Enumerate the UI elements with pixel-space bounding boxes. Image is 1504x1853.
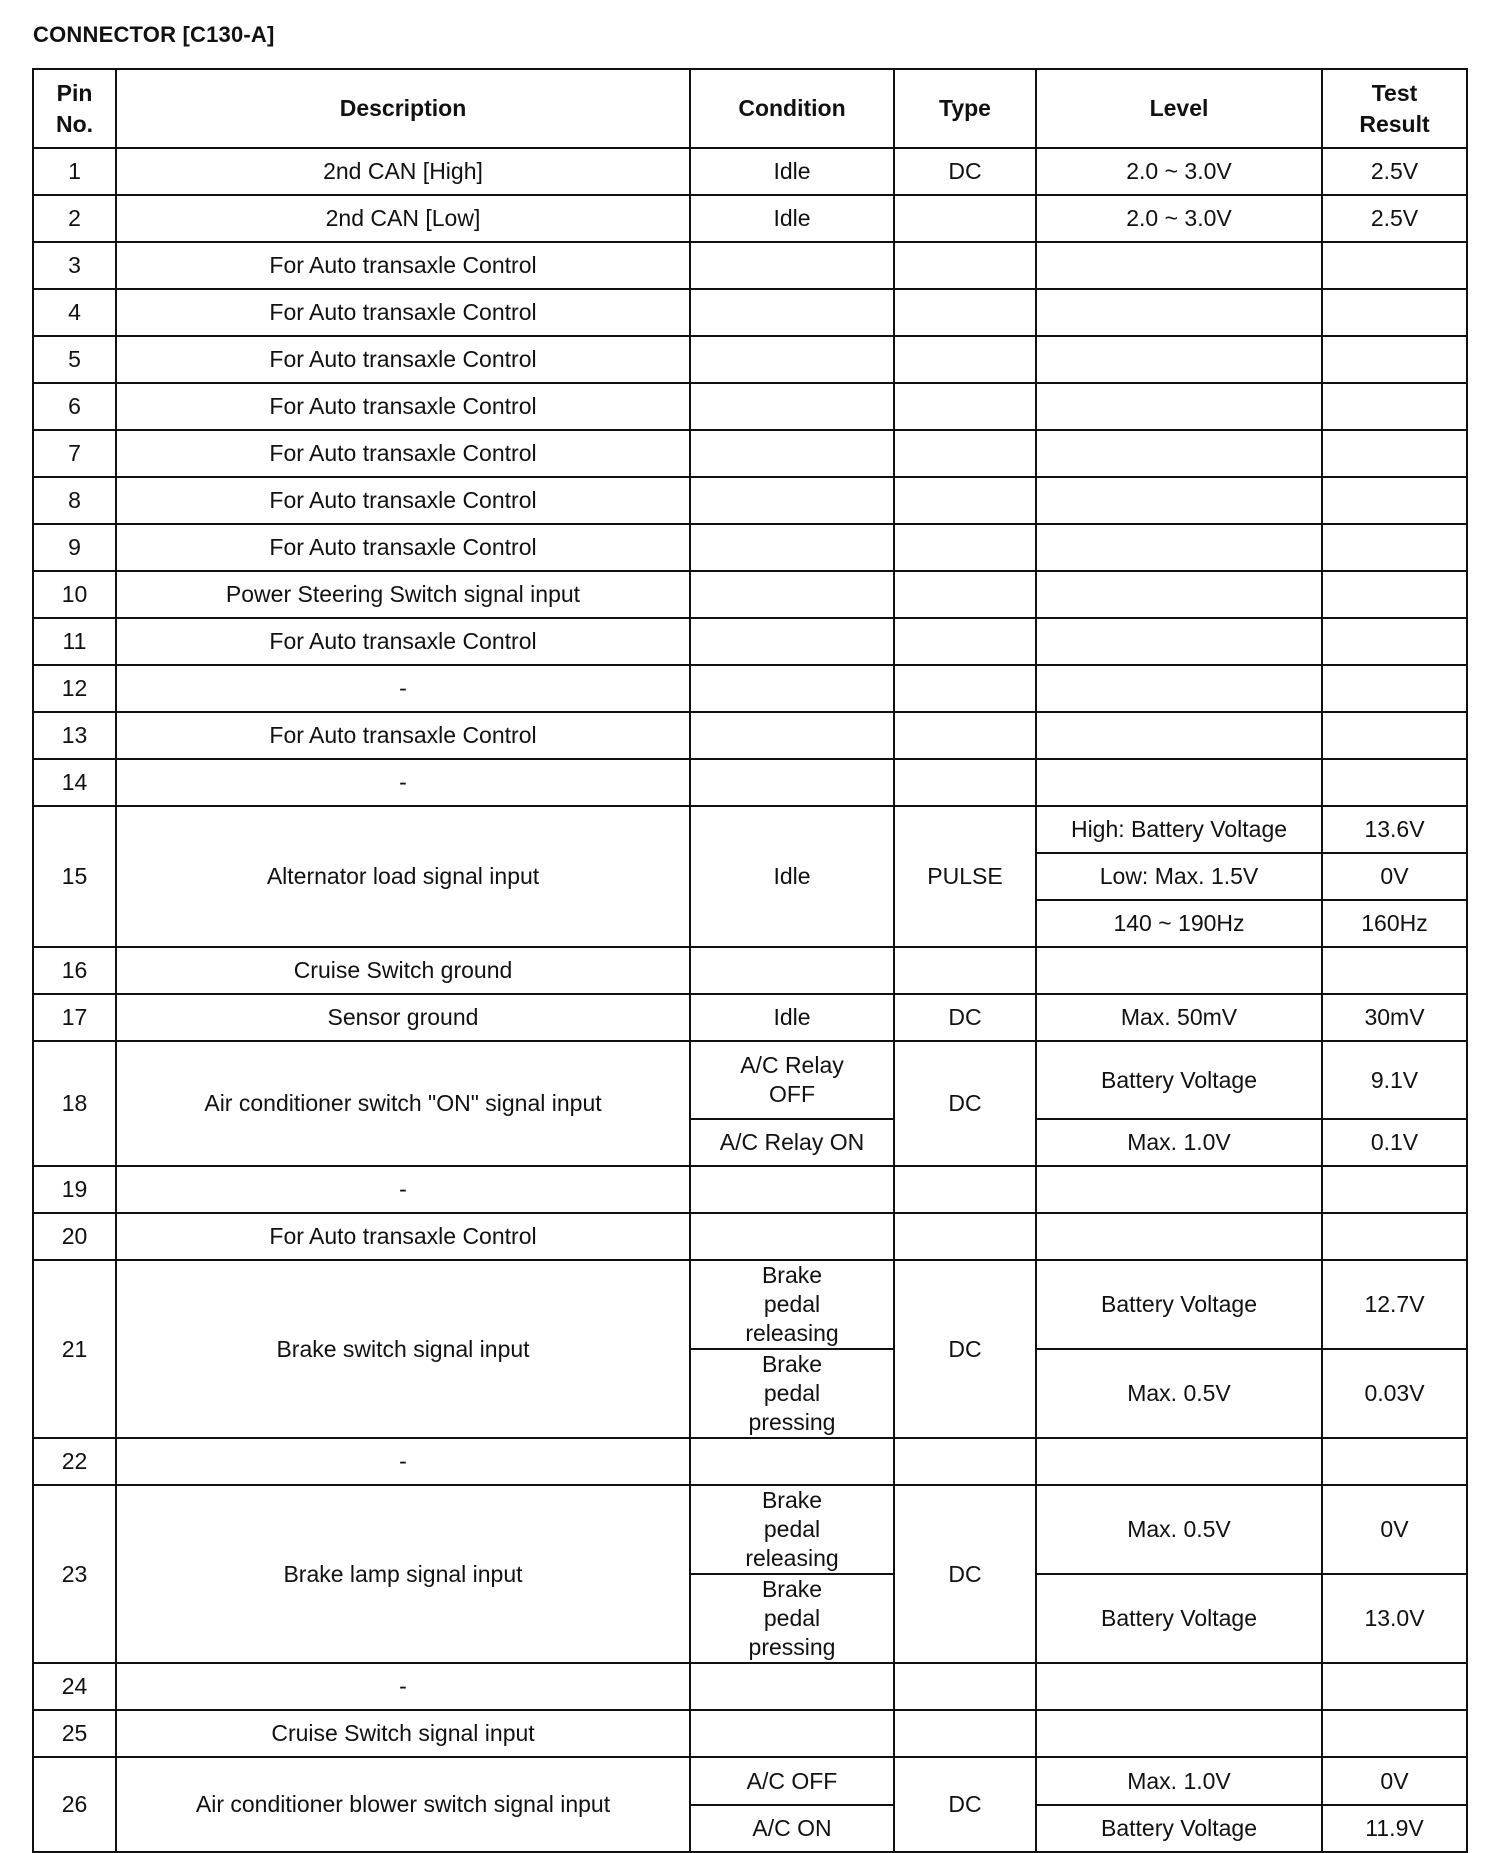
pin-number: 16 [33, 947, 116, 994]
pin-test-result [1322, 1166, 1467, 1213]
pin-type [894, 242, 1036, 289]
pin-level [1036, 383, 1322, 430]
table-row [33, 1260, 1467, 1349]
pin-test-result: 30mV [1322, 994, 1467, 1041]
pin-condition: Idle [690, 806, 894, 947]
header-pin-line2: No. [55, 110, 94, 137]
header-description: Description [116, 69, 690, 148]
pin-type: DC [894, 1041, 1036, 1166]
pin-test-result [1322, 1438, 1467, 1485]
pin-type: DC [894, 1260, 1036, 1438]
pin-number: 7 [33, 430, 116, 477]
table-header-row [33, 69, 1467, 148]
pin-level [1036, 618, 1322, 665]
table-row [33, 806, 1467, 853]
connector-title: CONNECTOR [C130-A] [33, 22, 275, 47]
table-row [33, 383, 1467, 430]
header-result-line2: Result [1359, 110, 1430, 137]
pin-type: DC [894, 148, 1036, 195]
pin-number: 15 [33, 806, 116, 947]
pin-condition: Idle [690, 195, 894, 242]
pin-type [894, 571, 1036, 618]
pin-level [1036, 524, 1322, 571]
table-row [33, 1438, 1467, 1485]
pin-condition [690, 430, 894, 477]
table-row [33, 1485, 1467, 1574]
table-row [33, 477, 1467, 524]
pin-number: 13 [33, 712, 116, 759]
pin-type [894, 1438, 1036, 1485]
pin-description: For Auto transaxle Control [116, 289, 690, 336]
pin-level: Max. 0.5V [1036, 1485, 1322, 1574]
table-row [33, 665, 1467, 712]
pin-test-result: 0V [1322, 1485, 1467, 1574]
pin-condition: A/C ON [690, 1805, 894, 1852]
pin-description: - [116, 665, 690, 712]
pin-number: 17 [33, 994, 116, 1041]
table-row [33, 336, 1467, 383]
pin-condition: Brake pedal pressing [690, 1349, 894, 1438]
table-row [33, 759, 1467, 806]
pin-test-result [1322, 1213, 1467, 1260]
pin-condition: Idle [690, 994, 894, 1041]
pin-type: DC [894, 1757, 1036, 1852]
pin-number: 19 [33, 1166, 116, 1213]
pin-number: 24 [33, 1663, 116, 1710]
pin-test-result: 0.1V [1322, 1119, 1467, 1166]
pin-type [894, 759, 1036, 806]
pin-number: 23 [33, 1485, 116, 1663]
table-row [33, 618, 1467, 665]
header-level: Level [1036, 69, 1322, 148]
table-row [33, 1213, 1467, 1260]
pin-test-result [1322, 947, 1467, 994]
pin-condition [690, 336, 894, 383]
pin-level: Battery Voltage [1036, 1260, 1322, 1349]
pin-condition [690, 383, 894, 430]
pin-test-result [1322, 571, 1467, 618]
pin-test-result [1322, 1710, 1467, 1757]
pin-level: Battery Voltage [1036, 1574, 1322, 1663]
pin-description: - [116, 759, 690, 806]
table-row [33, 1710, 1467, 1757]
pin-test-result: 2.5V [1322, 195, 1467, 242]
pin-test-result [1322, 759, 1467, 806]
pin-type [894, 1166, 1036, 1213]
pin-type [894, 430, 1036, 477]
header-condition: Condition [690, 69, 894, 148]
pin-condition [690, 571, 894, 618]
pin-description: For Auto transaxle Control [116, 477, 690, 524]
pin-description: 2nd CAN [High] [116, 148, 690, 195]
pin-description: Air conditioner switch "ON" signal input [116, 1041, 690, 1166]
pin-level [1036, 1213, 1322, 1260]
pin-number: 22 [33, 1438, 116, 1485]
pin-type: DC [894, 994, 1036, 1041]
pin-test-result [1322, 665, 1467, 712]
pin-description: For Auto transaxle Control [116, 1213, 690, 1260]
pin-condition [690, 712, 894, 759]
pin-type [894, 1213, 1036, 1260]
pin-description: For Auto transaxle Control [116, 242, 690, 289]
header-pin-no [33, 69, 116, 148]
pin-level: Battery Voltage [1036, 1041, 1322, 1119]
pin-description: For Auto transaxle Control [116, 383, 690, 430]
pin-level [1036, 242, 1322, 289]
pin-test-result: 12.7V [1322, 1260, 1467, 1349]
pin-condition [690, 947, 894, 994]
table-row [33, 1757, 1467, 1805]
pin-description: For Auto transaxle Control [116, 618, 690, 665]
pin-test-result: 160Hz [1322, 900, 1467, 947]
pin-type [894, 1663, 1036, 1710]
pin-number: 5 [33, 336, 116, 383]
header-result-line1: Test [1371, 79, 1418, 106]
pin-type [894, 477, 1036, 524]
pin-description: Cruise Switch ground [116, 947, 690, 994]
pin-condition [690, 1213, 894, 1260]
pin-type [894, 712, 1036, 759]
pin-level [1036, 1710, 1322, 1757]
pin-level: Max. 0.5V [1036, 1349, 1322, 1438]
pin-condition [690, 242, 894, 289]
pin-level [1036, 430, 1322, 477]
pin-description: Brake switch signal input [116, 1260, 690, 1438]
pin-level [1036, 759, 1322, 806]
pin-type [894, 195, 1036, 242]
pin-description: For Auto transaxle Control [116, 524, 690, 571]
pin-level: Max. 50mV [1036, 994, 1322, 1041]
pin-number: 10 [33, 571, 116, 618]
pin-condition: A/C Relay OFF [690, 1041, 894, 1119]
header-test-result [1322, 69, 1467, 148]
pin-level: 2.0 ~ 3.0V [1036, 195, 1322, 242]
pin-type [894, 1710, 1036, 1757]
pin-type [894, 618, 1036, 665]
pin-level [1036, 665, 1322, 712]
pin-description: Power Steering Switch signal input [116, 571, 690, 618]
pin-condition: Brake pedal pressing [690, 1574, 894, 1663]
pin-description: - [116, 1663, 690, 1710]
table-row [33, 242, 1467, 289]
pin-condition [690, 524, 894, 571]
pin-description: Cruise Switch signal input [116, 1710, 690, 1757]
pin-number: 12 [33, 665, 116, 712]
pin-level [1036, 477, 1322, 524]
table-row [33, 1663, 1467, 1710]
table-row [33, 148, 1467, 195]
pin-type [894, 947, 1036, 994]
pin-type [894, 665, 1036, 712]
pin-condition: A/C Relay ON [690, 1119, 894, 1166]
pin-test-result: 13.0V [1322, 1574, 1467, 1663]
pin-type [894, 524, 1036, 571]
table-row [33, 947, 1467, 994]
pin-condition: Idle [690, 148, 894, 195]
pin-type [894, 289, 1036, 336]
pin-description: For Auto transaxle Control [116, 712, 690, 759]
pin-level [1036, 571, 1322, 618]
pin-test-result: 13.6V [1322, 806, 1467, 853]
header-type: Type [894, 69, 1036, 148]
pin-condition [690, 1166, 894, 1213]
pin-level: Battery Voltage [1036, 1805, 1322, 1852]
pin-condition [690, 289, 894, 336]
pin-level: Low: Max. 1.5V [1036, 853, 1322, 900]
table-row [33, 289, 1467, 336]
pin-test-result: 2.5V [1322, 148, 1467, 195]
pin-level [1036, 947, 1322, 994]
pin-test-result [1322, 289, 1467, 336]
header-pin-line1: Pin [56, 79, 93, 106]
pin-description: Brake lamp signal input [116, 1485, 690, 1663]
pin-test-result [1322, 336, 1467, 383]
pin-number: 3 [33, 242, 116, 289]
table-row [33, 712, 1467, 759]
pin-condition [690, 759, 894, 806]
pin-test-result [1322, 618, 1467, 665]
pin-level: 140 ~ 190Hz [1036, 900, 1322, 947]
pin-level [1036, 289, 1322, 336]
connector-pin-table [32, 68, 1468, 1853]
pin-number: 2 [33, 195, 116, 242]
pin-number: 11 [33, 618, 116, 665]
pin-test-result [1322, 477, 1467, 524]
pin-description: 2nd CAN [Low] [116, 195, 690, 242]
pin-test-result: 0.03V [1322, 1349, 1467, 1438]
pin-test-result [1322, 1663, 1467, 1710]
pin-type [894, 336, 1036, 383]
pin-test-result [1322, 430, 1467, 477]
pin-number: 14 [33, 759, 116, 806]
pin-number: 4 [33, 289, 116, 336]
pin-test-result [1322, 524, 1467, 571]
pin-condition [690, 477, 894, 524]
pin-number: 21 [33, 1260, 116, 1438]
table-row [33, 994, 1467, 1041]
pin-type [894, 383, 1036, 430]
pin-test-result: 11.9V [1322, 1805, 1467, 1852]
pin-condition: Brake pedal releasing [690, 1485, 894, 1574]
pin-description: Air conditioner blower switch signal input [116, 1757, 690, 1852]
pin-number: 26 [33, 1757, 116, 1852]
pin-number: 8 [33, 477, 116, 524]
pin-description: Sensor ground [116, 994, 690, 1041]
table-row [33, 430, 1467, 477]
pin-test-result [1322, 712, 1467, 759]
pin-number: 25 [33, 1710, 116, 1757]
pin-test-result: 0V [1322, 853, 1467, 900]
pin-level: Max. 1.0V [1036, 1119, 1322, 1166]
pin-condition [690, 1710, 894, 1757]
pin-level [1036, 336, 1322, 383]
table-row [33, 524, 1467, 571]
pin-condition [690, 665, 894, 712]
pin-description: - [116, 1166, 690, 1213]
pin-test-result [1322, 242, 1467, 289]
pin-type: PULSE [894, 806, 1036, 947]
pin-condition: Brake pedal releasing [690, 1260, 894, 1349]
pin-level: Max. 1.0V [1036, 1757, 1322, 1805]
table-row [33, 195, 1467, 242]
pin-level: High: Battery Voltage [1036, 806, 1322, 853]
pin-description: For Auto transaxle Control [116, 336, 690, 383]
table-row [33, 1041, 1467, 1119]
pin-description: For Auto transaxle Control [116, 430, 690, 477]
pin-number: 9 [33, 524, 116, 571]
pin-condition [690, 618, 894, 665]
pin-condition [690, 1438, 894, 1485]
pin-condition [690, 1663, 894, 1710]
pin-number: 18 [33, 1041, 116, 1166]
table-row [33, 571, 1467, 618]
pin-level: 2.0 ~ 3.0V [1036, 148, 1322, 195]
pin-number: 20 [33, 1213, 116, 1260]
pin-test-result [1322, 383, 1467, 430]
pin-number: 1 [33, 148, 116, 195]
pin-description: - [116, 1438, 690, 1485]
table-row [33, 1166, 1467, 1213]
pin-level [1036, 1166, 1322, 1213]
pin-level [1036, 712, 1322, 759]
pin-test-result: 9.1V [1322, 1041, 1467, 1119]
pin-test-result: 0V [1322, 1757, 1467, 1805]
pin-number: 6 [33, 383, 116, 430]
pin-type: DC [894, 1485, 1036, 1663]
pin-description: Alternator load signal input [116, 806, 690, 947]
pin-level [1036, 1663, 1322, 1710]
pin-condition: A/C OFF [690, 1757, 894, 1805]
pin-level [1036, 1438, 1322, 1485]
